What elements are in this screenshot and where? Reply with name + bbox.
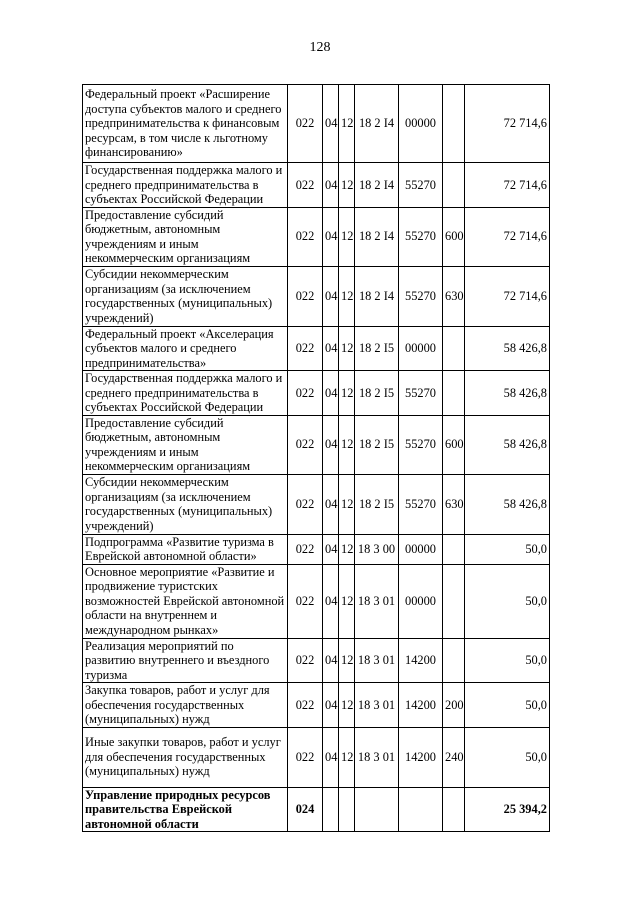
row-section-cell: 04 bbox=[323, 85, 339, 163]
table-row bbox=[83, 534, 550, 564]
row-direction-code-cell: 55270 bbox=[399, 207, 443, 266]
row-expense-type-cell bbox=[443, 85, 465, 163]
table-row bbox=[83, 85, 550, 163]
table-body bbox=[83, 85, 550, 832]
row-program-code-cell: 18 2 I4 bbox=[355, 207, 399, 266]
table-row bbox=[83, 326, 550, 371]
row-program-code-cell: 18 2 I5 bbox=[355, 326, 399, 371]
table-row bbox=[83, 727, 550, 787]
row-subsection-cell bbox=[339, 787, 355, 832]
row-section-cell: 04 bbox=[323, 683, 339, 728]
row-expense-type-cell bbox=[443, 326, 465, 371]
row-program-code-cell: 18 2 I4 bbox=[355, 85, 399, 163]
budget-table bbox=[82, 84, 550, 832]
row-sum-cell: 50,0 bbox=[465, 564, 550, 638]
row-subsection-cell: 12 bbox=[339, 415, 355, 474]
row-name-cell: Государственная поддержка малого и среднего предпринимательства в субъектах Российской Федерации bbox=[83, 163, 288, 208]
row-name-cell: Иные закупки товаров, работ и услуг для обеспечения государственных (муниципальных) нужд bbox=[83, 727, 288, 787]
row-section-cell: 04 bbox=[323, 534, 339, 564]
row-expense-type-cell bbox=[443, 564, 465, 638]
table-row bbox=[83, 683, 550, 728]
row-name-cell: Государственная поддержка малого и среднего предпринимательства в субъектах Российской Федерации bbox=[83, 371, 288, 416]
row-sum-cell: 25 394,2 bbox=[465, 787, 550, 832]
row-direction-code-cell: 55270 bbox=[399, 474, 443, 534]
row-sum-cell: 58 426,8 bbox=[465, 415, 550, 474]
row-direction-code-cell: 00000 bbox=[399, 534, 443, 564]
table-row bbox=[83, 163, 550, 208]
row-subsection-cell: 12 bbox=[339, 638, 355, 683]
row-program-code-cell: 18 2 I5 bbox=[355, 474, 399, 534]
row-ved-cell: 022 bbox=[288, 85, 323, 163]
row-program-code-cell: 18 3 00 bbox=[355, 534, 399, 564]
row-subsection-cell: 12 bbox=[339, 266, 355, 326]
table-row bbox=[83, 415, 550, 474]
row-sum-cell: 72 714,6 bbox=[465, 207, 550, 266]
row-section-cell: 04 bbox=[323, 564, 339, 638]
row-subsection-cell: 12 bbox=[339, 683, 355, 728]
table-row bbox=[83, 787, 550, 832]
row-ved-cell: 022 bbox=[288, 638, 323, 683]
row-subsection-cell: 12 bbox=[339, 727, 355, 787]
row-section-cell: 04 bbox=[323, 638, 339, 683]
row-expense-type-cell bbox=[443, 534, 465, 564]
row-sum-cell: 58 426,8 bbox=[465, 371, 550, 416]
row-name-cell: Предоставление субсидий бюджетным, автономным учреждениям и иным некоммерческим организациям bbox=[83, 415, 288, 474]
row-sum-cell: 72 714,6 bbox=[465, 85, 550, 163]
row-section-cell: 04 bbox=[323, 727, 339, 787]
row-program-code-cell: 18 3 01 bbox=[355, 683, 399, 728]
row-section-cell: 04 bbox=[323, 474, 339, 534]
row-expense-type-cell: 600 bbox=[443, 415, 465, 474]
row-direction-code-cell bbox=[399, 787, 443, 832]
row-program-code-cell: 18 2 I5 bbox=[355, 415, 399, 474]
row-program-code-cell: 18 3 01 bbox=[355, 727, 399, 787]
row-ved-cell: 022 bbox=[288, 683, 323, 728]
row-ved-cell: 022 bbox=[288, 326, 323, 371]
row-program-code-cell: 18 3 01 bbox=[355, 564, 399, 638]
row-subsection-cell: 12 bbox=[339, 326, 355, 371]
row-ved-cell: 022 bbox=[288, 207, 323, 266]
row-direction-code-cell: 14200 bbox=[399, 638, 443, 683]
row-program-code-cell bbox=[355, 787, 399, 832]
row-expense-type-cell bbox=[443, 638, 465, 683]
row-expense-type-cell: 630 bbox=[443, 266, 465, 326]
row-program-code-cell: 18 3 01 bbox=[355, 638, 399, 683]
row-sum-cell: 50,0 bbox=[465, 683, 550, 728]
row-section-cell: 04 bbox=[323, 266, 339, 326]
row-sum-cell: 50,0 bbox=[465, 638, 550, 683]
row-ved-cell: 022 bbox=[288, 415, 323, 474]
row-subsection-cell: 12 bbox=[339, 371, 355, 416]
table-row bbox=[83, 371, 550, 416]
row-name-cell: Управление природных ресурсов правительства Еврейской автономной области bbox=[83, 787, 288, 832]
row-expense-type-cell bbox=[443, 163, 465, 208]
row-sum-cell: 50,0 bbox=[465, 534, 550, 564]
row-direction-code-cell: 00000 bbox=[399, 564, 443, 638]
table-row bbox=[83, 638, 550, 683]
row-name-cell: Закупка товаров, работ и услуг для обеспечения государственных (муниципальных) нужд bbox=[83, 683, 288, 728]
row-name-cell: Федеральный проект «Расширение доступа субъектов малого и среднего предпринимательства к финансовым ресурсам, в том числе к льготному финансированию» bbox=[83, 85, 288, 163]
row-name-cell: Субсидии некоммерческим организациям (за исключением государственных (муниципальных) учреждений) bbox=[83, 266, 288, 326]
row-program-code-cell: 18 2 I5 bbox=[355, 371, 399, 416]
row-expense-type-cell: 240 bbox=[443, 727, 465, 787]
row-sum-cell: 72 714,6 bbox=[465, 163, 550, 208]
row-expense-type-cell: 600 bbox=[443, 207, 465, 266]
row-expense-type-cell: 200 bbox=[443, 683, 465, 728]
row-direction-code-cell: 55270 bbox=[399, 266, 443, 326]
row-subsection-cell: 12 bbox=[339, 474, 355, 534]
table-row bbox=[83, 474, 550, 534]
row-expense-type-cell: 630 bbox=[443, 474, 465, 534]
row-direction-code-cell: 00000 bbox=[399, 326, 443, 371]
row-ved-cell: 024 bbox=[288, 787, 323, 832]
row-name-cell: Подпрограмма «Развитие туризма в Еврейской автономной области» bbox=[83, 534, 288, 564]
row-program-code-cell: 18 2 I4 bbox=[355, 163, 399, 208]
row-subsection-cell: 12 bbox=[339, 207, 355, 266]
row-direction-code-cell: 14200 bbox=[399, 683, 443, 728]
row-ved-cell: 022 bbox=[288, 474, 323, 534]
row-sum-cell: 58 426,8 bbox=[465, 474, 550, 534]
row-sum-cell: 72 714,6 bbox=[465, 266, 550, 326]
row-direction-code-cell: 14200 bbox=[399, 727, 443, 787]
row-subsection-cell: 12 bbox=[339, 85, 355, 163]
row-name-cell: Субсидии некоммерческим организациям (за исключением государственных (муниципальных) учреждений) bbox=[83, 474, 288, 534]
row-direction-code-cell: 55270 bbox=[399, 415, 443, 474]
row-section-cell bbox=[323, 787, 339, 832]
row-expense-type-cell bbox=[443, 371, 465, 416]
page-number: 128 bbox=[309, 40, 331, 55]
row-ved-cell: 022 bbox=[288, 534, 323, 564]
row-direction-code-cell: 00000 bbox=[399, 85, 443, 163]
row-section-cell: 04 bbox=[323, 326, 339, 371]
row-ved-cell: 022 bbox=[288, 163, 323, 208]
row-section-cell: 04 bbox=[323, 207, 339, 266]
row-expense-type-cell bbox=[443, 787, 465, 832]
table-row bbox=[83, 564, 550, 638]
row-name-cell: Реализация мероприятий по развитию внутреннего и въездного туризма bbox=[83, 638, 288, 683]
row-name-cell: Предоставление субсидий бюджетным, автономным учреждениям и иным некоммерческим организациям bbox=[83, 207, 288, 266]
row-ved-cell: 022 bbox=[288, 564, 323, 638]
row-program-code-cell: 18 2 I4 bbox=[355, 266, 399, 326]
row-direction-code-cell: 55270 bbox=[399, 371, 443, 416]
row-subsection-cell: 12 bbox=[339, 564, 355, 638]
row-section-cell: 04 bbox=[323, 163, 339, 208]
row-subsection-cell: 12 bbox=[339, 163, 355, 208]
row-direction-code-cell: 55270 bbox=[399, 163, 443, 208]
row-name-cell: Основное мероприятие «Развитие и продвижение туристских возможностей Еврейской автономной области на внутреннем и международном рынках» bbox=[83, 564, 288, 638]
row-sum-cell: 50,0 bbox=[465, 727, 550, 787]
row-name-cell: Федеральный проект «Акселерация субъектов малого и среднего предпринимательства» bbox=[83, 326, 288, 371]
row-subsection-cell: 12 bbox=[339, 534, 355, 564]
row-ved-cell: 022 bbox=[288, 266, 323, 326]
row-section-cell: 04 bbox=[323, 371, 339, 416]
table-row bbox=[83, 207, 550, 266]
row-section-cell: 04 bbox=[323, 415, 339, 474]
row-ved-cell: 022 bbox=[288, 371, 323, 416]
table-row bbox=[83, 266, 550, 326]
row-sum-cell: 58 426,8 bbox=[465, 326, 550, 371]
row-ved-cell: 022 bbox=[288, 727, 323, 787]
